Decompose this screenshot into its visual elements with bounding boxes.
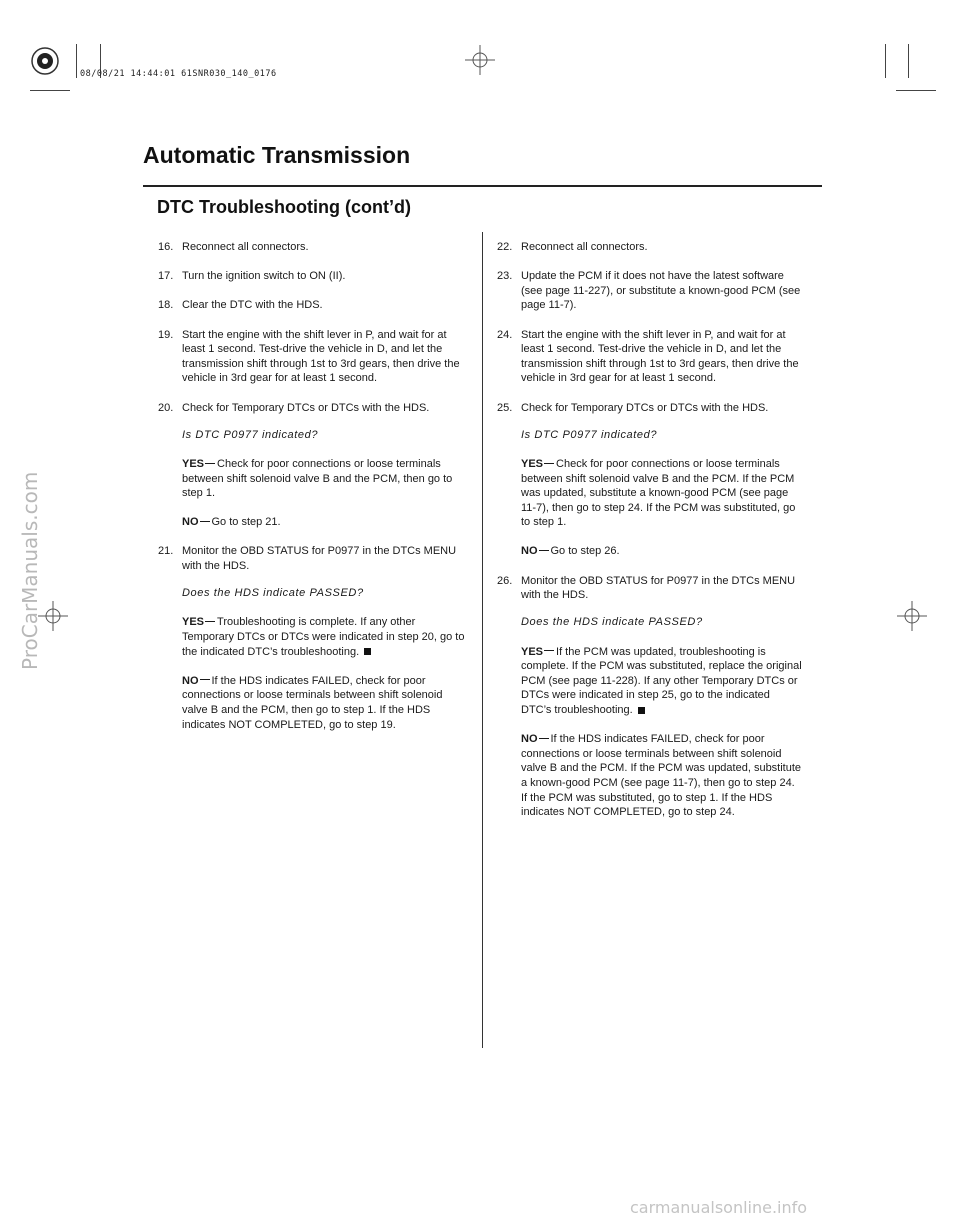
step-text: Start the engine with the shift lever in P, and wait for at least 1 second. Test-drive the vehicle in D, and let the transmission shift through 1st to 3rd gears, then drive the vehicle in 3rd gear for at least 1 second. xyxy=(521,328,799,385)
answer-no-26 xyxy=(521,732,802,820)
crop-mark xyxy=(885,44,886,78)
dash-icon xyxy=(205,463,215,464)
step-number: 16. xyxy=(158,241,174,253)
answer-no-25 xyxy=(521,544,802,559)
step-23 xyxy=(497,269,802,313)
crop-mark xyxy=(896,90,936,91)
dash-icon xyxy=(544,463,554,464)
dash-icon xyxy=(200,521,210,522)
step-number: 26. xyxy=(497,574,513,587)
yes-label: YES xyxy=(182,616,205,629)
step-21 xyxy=(158,544,468,573)
crosshair-target-icon xyxy=(38,601,68,631)
dash-icon xyxy=(205,621,215,622)
step-text: Start the engine with the shift lever in P, and wait for at least 1 second. Test-drive the vehicle in D, and let the transmission shift through 1st to 3rd gears, then drive the vehicle in 3rd gear for at least 1 second. xyxy=(182,328,460,385)
answer-text: Go to step 26. xyxy=(550,545,620,558)
answer-text: If the PCM was updated, troubleshooting is complete. If the PCM was substituted, replace the original PCM (see page 11-228). If any other Temporary DTCs or DTCs were indicated in step 25, go to the indicated DTC’s troubleshooting. xyxy=(521,645,802,716)
crosshair-target-icon xyxy=(897,601,927,631)
answer-yes-20 xyxy=(182,457,468,501)
no-label: NO xyxy=(521,733,538,746)
step-18 xyxy=(158,298,468,313)
print-stamp: 08/08/21 14:44:01 61SNR030_140_0176 xyxy=(80,69,277,79)
answer-no-21 xyxy=(182,674,468,732)
answer-text: If the HDS indicates FAILED, check for poor connections or loose terminals between shift solenoid valve B and the PCM, then go to step 1. If the HDS indicates NOT COMPLETED, go to step 19. xyxy=(182,674,443,731)
step-17 xyxy=(158,269,468,284)
no-label: NO xyxy=(521,545,538,558)
step-number: 17. xyxy=(158,270,174,283)
question-20: Is DTC P0977 indicated? xyxy=(182,428,319,441)
answer-yes-26 xyxy=(521,645,802,718)
question-26: Does the HDS indicate PASSED? xyxy=(521,616,703,629)
step-number: 22. xyxy=(497,241,513,253)
step-text: Update the PCM if it does not have the latest software (see page 11-227), or substitute a known-good PCM (see page 11-7). xyxy=(521,270,801,312)
step-number: 19. xyxy=(158,328,174,341)
answer-text: Troubleshooting is complete. If any other Temporary DTCs or DTCs were indicated in step 20, go to the indicated DTC’s troubleshooting. xyxy=(182,616,465,658)
crop-mark xyxy=(908,44,909,78)
answer-text: Check for poor connections or loose terminals between shift solenoid valve B and the PCM, then go to step 1. xyxy=(182,457,453,500)
crosshair-target-icon xyxy=(465,45,495,75)
dash-icon xyxy=(539,550,549,551)
step-number: 20. xyxy=(158,401,174,414)
step-text: Clear the DTC with the HDS. xyxy=(182,299,323,312)
answer-text: Go to step 21. xyxy=(211,516,281,529)
answer-text: Check for poor connections or loose terminals between shift solenoid valve B and the PCM. If the PCM was updated, substitute a known-good PCM (see page 11-7), then go to step 24. If the PCM was substituted, go to step 1. xyxy=(521,457,796,529)
step-text: Monitor the OBD STATUS for P0977 in the DTCs MENU with the HDS. xyxy=(182,545,457,573)
step-25 xyxy=(497,401,802,416)
step-20 xyxy=(158,401,468,416)
no-label: NO xyxy=(182,674,199,687)
step-number: 24. xyxy=(497,328,513,341)
yes-label: YES xyxy=(521,645,544,658)
crop-mark xyxy=(30,90,70,91)
step-text: Monitor the OBD STATUS for P0977 in the DTCs MENU with the HDS. xyxy=(521,574,796,602)
side-watermark: ProCarManuals.com xyxy=(18,471,42,670)
step-26 xyxy=(497,574,802,603)
yes-label: YES xyxy=(182,457,205,470)
step-number: 23. xyxy=(497,270,513,283)
answer-no-20 xyxy=(182,515,468,530)
footer-watermark[interactable]: carmanualsonline.info xyxy=(630,1198,808,1217)
dash-icon xyxy=(200,679,210,680)
step-19 xyxy=(158,328,468,386)
left-column xyxy=(158,240,468,747)
step-number: 25. xyxy=(497,401,513,414)
answer-yes-25 xyxy=(521,457,802,530)
step-24 xyxy=(497,328,802,386)
answer-text: If the HDS indicates FAILED, check for poor connections or loose terminals between shift solenoid valve B and the PCM. If the PCM was updated, substitute a known-good PCM (see page 11-7), then go to step 24. If the PCM was substituted, go to step 1. If the HDS indicates NOT COMPLETED, go to step 24. xyxy=(521,733,802,819)
step-text: Reconnect all connectors. xyxy=(182,241,309,253)
section-subtitle: DTC Troubleshooting (cont’d) xyxy=(157,197,411,217)
step-text: Reconnect all connectors. xyxy=(521,241,648,253)
end-square-icon xyxy=(364,648,371,655)
no-label: NO xyxy=(182,516,199,529)
step-number: 18. xyxy=(158,299,174,312)
dash-icon xyxy=(539,738,549,739)
step-text: Check for Temporary DTCs or DTCs with the HDS. xyxy=(182,401,430,414)
dash-icon xyxy=(544,650,554,651)
crop-mark xyxy=(76,44,77,78)
right-column xyxy=(497,240,802,834)
yes-label: YES xyxy=(521,457,544,470)
question-25: Is DTC P0977 indicated? xyxy=(521,428,658,441)
step-22 xyxy=(497,240,802,255)
step-16 xyxy=(158,240,468,255)
column-divider xyxy=(482,232,483,1048)
step-text: Turn the ignition switch to ON (II). xyxy=(182,270,346,283)
registration-target-icon xyxy=(30,46,60,76)
answer-yes-21 xyxy=(182,615,468,659)
end-square-icon xyxy=(638,707,645,714)
step-number: 21. xyxy=(158,545,174,558)
title-rule xyxy=(143,185,822,187)
page-title: Automatic Transmission xyxy=(143,142,411,168)
question-21: Does the HDS indicate PASSED? xyxy=(182,587,364,600)
step-text: Check for Temporary DTCs or DTCs with the HDS. xyxy=(521,401,769,414)
